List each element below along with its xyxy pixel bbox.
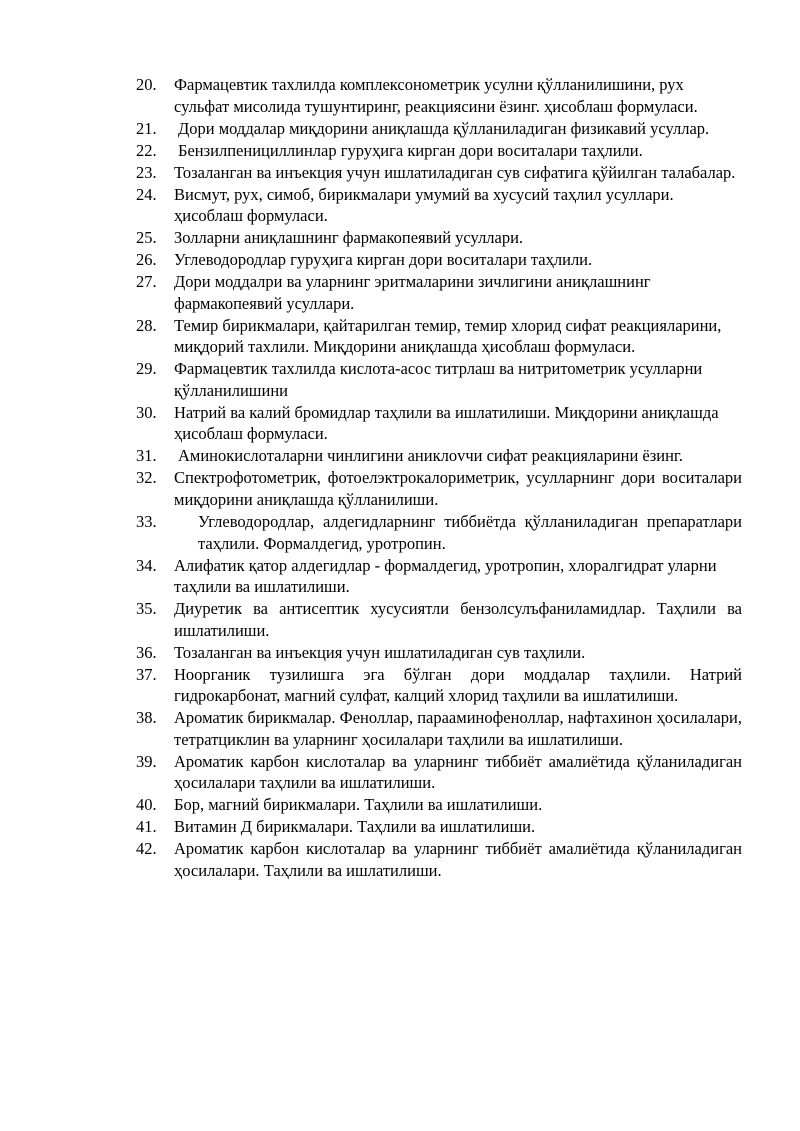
item-text: Спектрофотометрик, фотоелэктрокалориметрик, усулларнинг дори воситалари миқдорини аниқлашда қўлланилиши. xyxy=(174,468,742,509)
item-text: Золларни аниқлашнинг фармакопеявий усуллари. xyxy=(174,228,524,248)
item-text: Дори моддалри ва уларнинг эритмаларини зичлигини аниқлашнинг фармакопеявий усуллари. xyxy=(174,272,651,313)
item-text: Натрий ва калий бромидлар таҳлили ва ишлатилиши. Миқдорини аниқлашда ҳисоблаш формуласи. xyxy=(174,402,719,444)
item-text: Дори моддалар миқдорини аниқлашда қўлланиладиган физикавий усуллар. xyxy=(178,118,710,138)
item-text: Диуретик ва антисептик хусусиятли бензолсулъфаниламидлар. Таҳлили ва ишлатилиши. xyxy=(174,599,742,640)
item-number: 24. xyxy=(136,184,157,204)
item-number: 26. xyxy=(136,250,157,270)
list-item xyxy=(136,751,742,794)
item-text: Ноорганик тузилишга эга бўлган дори моддалар таҳлили. Натрий гидрокарбонат, магний сулфат, калций хлорид таҳлили ва ишлатилиши. xyxy=(174,664,742,706)
item-number: 38. xyxy=(136,708,157,728)
item-number: 29. xyxy=(136,359,157,379)
item-text: Углеводородлар гуруҳига кирган дори воситалари таҳлили. xyxy=(174,250,593,270)
item-text: Аминокислоталарни чинлигини аниклovчи сифат реакцияларини ёзинг. xyxy=(178,446,683,466)
item-number: 35. xyxy=(136,599,157,619)
list-item xyxy=(136,184,742,227)
list-item xyxy=(136,555,742,598)
list-item xyxy=(136,140,742,162)
item-number: 42. xyxy=(136,839,157,859)
item-number: 37. xyxy=(136,664,157,684)
item-number: 34. xyxy=(136,555,157,575)
item-number: 39. xyxy=(136,751,157,771)
item-text: Углеводородлар, алдегидларнинг тиббиётда қўлланиладиган препаратлари таҳлили. Формалдегид, уротропин. xyxy=(198,511,742,553)
list-item xyxy=(136,598,742,641)
item-text: Ароматик карбон кислоталар ва уларнинг тиббиёт амалиётида қўланиладиган ҳосилалари. Таҳлили ва ишлатилиши. xyxy=(174,839,742,880)
item-number: 21. xyxy=(136,118,157,138)
list-item xyxy=(136,445,742,467)
list-item xyxy=(136,118,742,140)
item-text: Фармацевтик тахлилда кислота-асос титрлаш ва нитритометрик усулларни қўлланилишини xyxy=(174,359,703,400)
item-text: Темир бирикмалари, қайтарилган темир, темир хлорид сифат реакцияларини, миқдорий тахлили. Миқдорини аниқлашда ҳисоблаш формуласи. xyxy=(174,315,722,357)
item-number: 25. xyxy=(136,228,157,248)
item-number: 31. xyxy=(136,446,157,466)
list-item xyxy=(136,227,742,249)
item-number: 28. xyxy=(136,315,157,335)
list-item xyxy=(136,74,742,117)
list-item xyxy=(136,642,742,664)
list-item xyxy=(136,162,742,184)
list-item xyxy=(136,467,742,510)
item-number: 22. xyxy=(136,140,157,160)
item-number: 20. xyxy=(136,75,157,94)
list-item xyxy=(136,402,742,445)
item-text: Алифатик қатор алдегидлар - формалдегид, уротропин, хлоралгидрат уларни таҳлили ва ишлатилиши. xyxy=(174,555,717,597)
item-number: 30. xyxy=(136,402,157,422)
list-item xyxy=(136,707,742,750)
item-number: 41. xyxy=(136,817,157,837)
item-number: 32. xyxy=(136,468,157,488)
list-item xyxy=(136,249,742,271)
item-text: Тозаланган ва инъекция учун ишлатиладиган сув сифатига қўйилган талабалар. xyxy=(174,162,736,182)
list-item xyxy=(136,271,742,314)
list-item xyxy=(136,816,742,838)
list-item xyxy=(136,794,742,816)
list-item xyxy=(136,511,742,554)
item-text: Ароматик бирикмалар. Феноллар, парааминофеноллар, нафтахинон ҳосилалари, тетратциклин ва уларнинг ҳосилалари таҳлили ва ишлатилиши. xyxy=(174,708,742,749)
item-text: Витамин Д бирикмалари. Таҳлили ва ишлатилиши. xyxy=(174,817,536,837)
item-text: Тозаланган ва инъекция учун ишлатиладиган сув таҳлили. xyxy=(174,642,586,662)
item-text: Фармацевтик тахлилда комплексонометрик усулни қўлланилишини, рух сульфат мисолида тушунтиринг, реакциясини ёзинг. ҳисоблаш формуласи. xyxy=(174,75,698,116)
item-number: 27. xyxy=(136,272,157,292)
item-text: Ароматик карбон кислоталар ва уларнинг тиббиёт амалиётида қўланиладиган ҳосилалари таҳлили ва ишлатилиши. xyxy=(174,751,742,793)
item-number: 40. xyxy=(136,795,157,815)
item-number: 33. xyxy=(136,511,157,531)
list-item xyxy=(136,838,742,881)
item-number: 36. xyxy=(136,642,157,662)
list-item xyxy=(136,315,742,358)
item-number: 23. xyxy=(136,162,157,182)
list-item xyxy=(136,358,742,401)
item-text: Висмут, рух, симоб, бирикмалари умумий ва хусусий таҳлил усуллари. ҳисоблаш формуласи. xyxy=(174,184,674,226)
list-item xyxy=(136,664,742,707)
item-text: Бензилпенициллинлар гуруҳига кирган дори воситалари таҳлили. xyxy=(178,140,643,160)
item-text: Бор, магний бирикмалари. Таҳлили ва ишлатилиши. xyxy=(174,795,543,815)
question-list xyxy=(136,74,742,882)
